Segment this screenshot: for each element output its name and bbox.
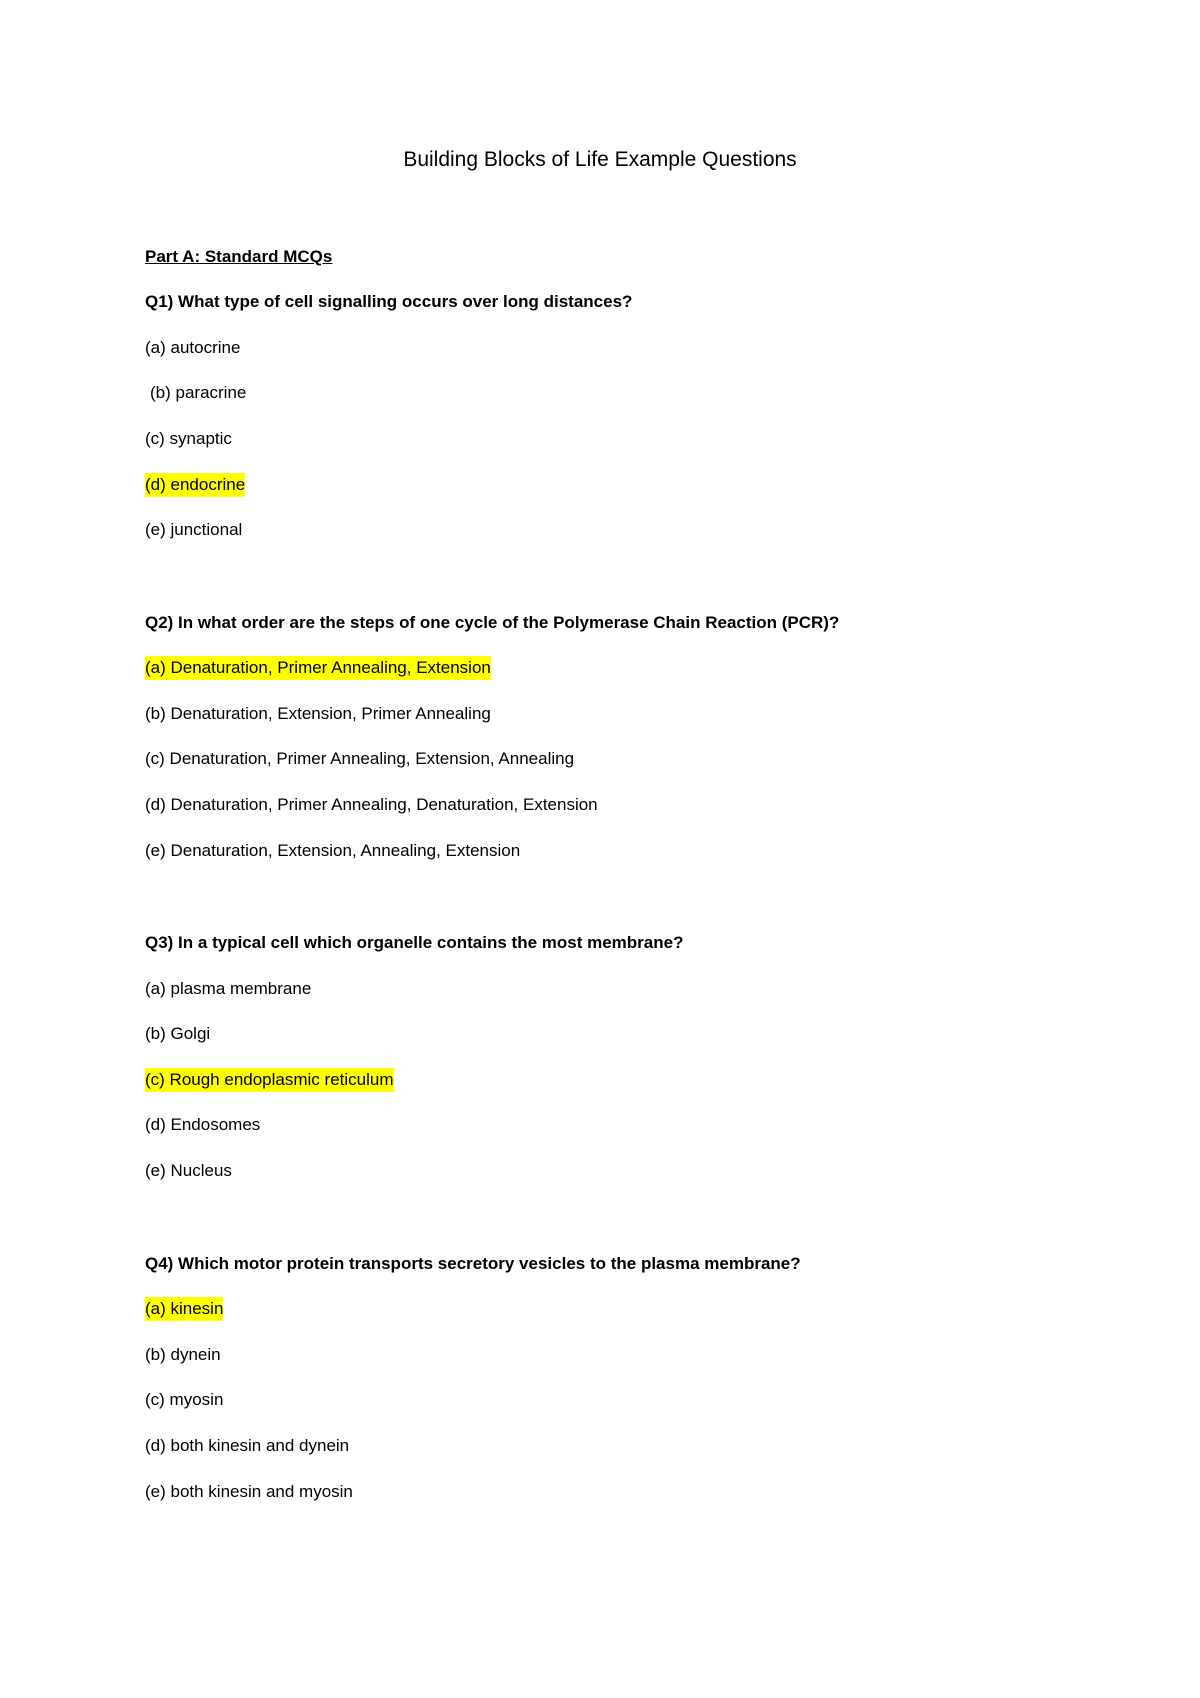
question-1-option-d-correct: (d) endocrine	[145, 473, 245, 497]
question-1-option-b: (b) paracrine	[150, 383, 247, 402]
question-4-option-d: (d) both kinesin and dynein	[145, 1436, 350, 1455]
question-4-option-a-correct: (a) kinesin	[145, 1297, 223, 1321]
question-4: Q4) Which motor protein transports secretory vesicles to the plasma membrane?	[145, 1254, 801, 1273]
question-4-option-e: (e) both kinesin and myosin	[145, 1482, 353, 1501]
question-1-option-c: (c) synaptic	[145, 429, 232, 448]
question-3-option-a: (a) plasma membrane	[145, 979, 312, 998]
document-title: Building Blocks of Life Example Questions	[403, 148, 797, 171]
question-4-option-c: (c) myosin	[145, 1390, 224, 1409]
question-3-option-b: (b) Golgi	[145, 1024, 211, 1043]
section-heading: Part A: Standard MCQs	[145, 247, 333, 266]
question-1-option-a: (a) autocrine	[145, 338, 241, 357]
question-1-option-e: (e) junctional	[145, 520, 243, 539]
question-3-option-c-correct: (c) Rough endoplasmic reticulum	[145, 1068, 394, 1092]
question-3: Q3) In a typical cell which organelle contains the most membrane?	[145, 933, 684, 952]
question-4-option-b: (b) dynein	[145, 1345, 221, 1364]
question-3-option-d: (d) Endosomes	[145, 1115, 261, 1134]
question-2-option-b: (b) Denaturation, Extension, Primer Annealing	[145, 704, 491, 723]
question-2-option-d: (d) Denaturation, Primer Annealing, Denaturation, Extension	[145, 795, 598, 814]
question-2-option-e: (e) Denaturation, Extension, Annealing, Extension	[145, 841, 521, 860]
question-2-option-a-correct: (a) Denaturation, Primer Annealing, Extension	[145, 656, 491, 680]
question-3-option-e: (e) Nucleus	[145, 1161, 232, 1180]
question-1: Q1) What type of cell signalling occurs over long distances?	[145, 292, 633, 311]
question-2-option-c: (c) Denaturation, Primer Annealing, Extension, Annealing	[145, 749, 575, 768]
question-2: Q2) In what order are the steps of one cycle of the Polymerase Chain Reaction (PCR)?	[145, 613, 840, 632]
